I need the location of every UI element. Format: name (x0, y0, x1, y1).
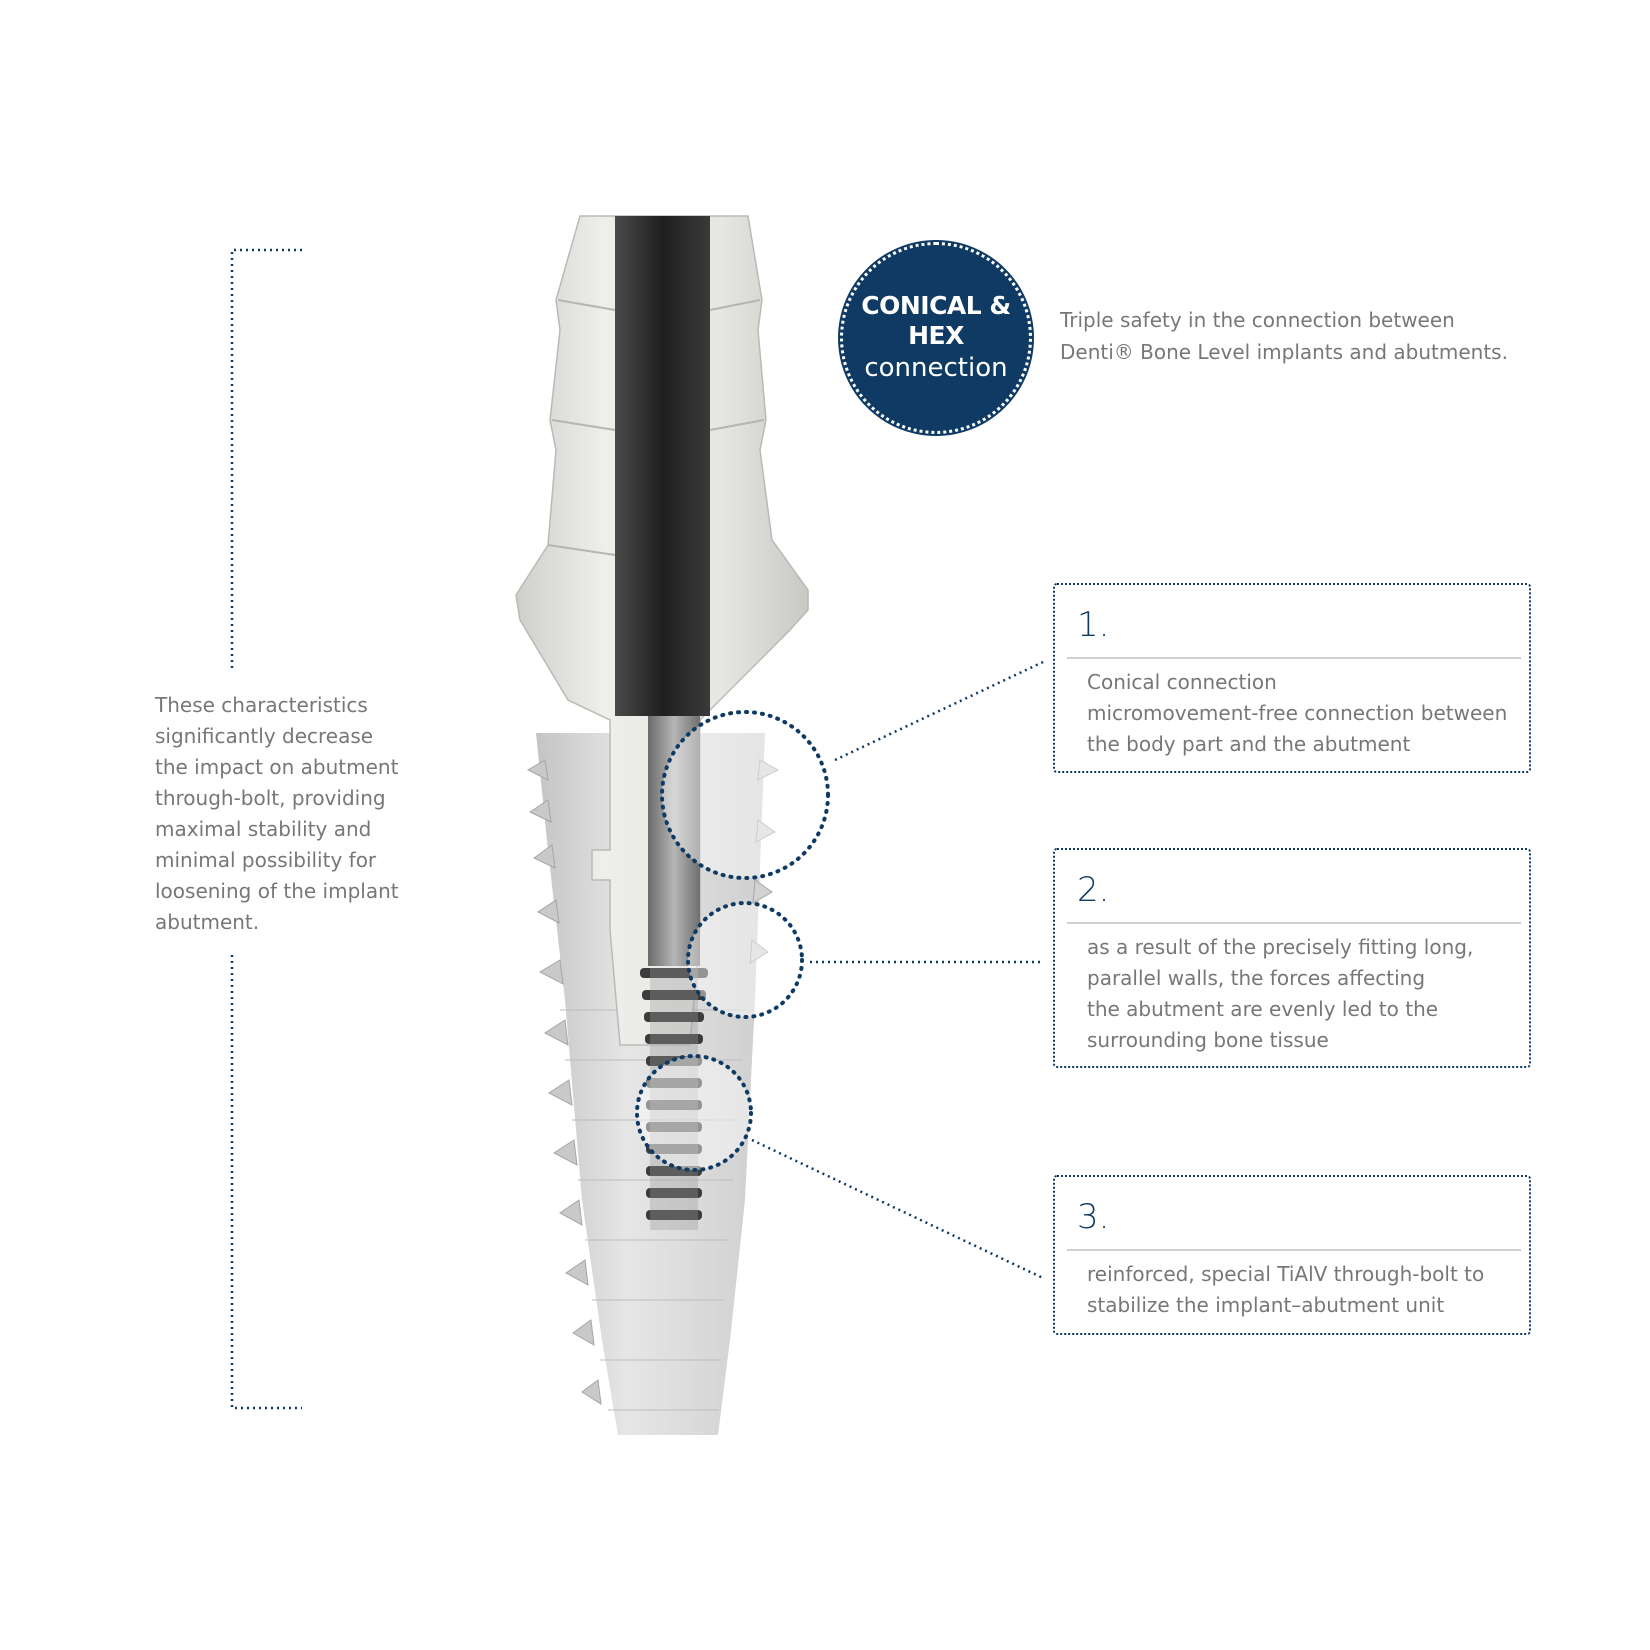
callout-body (1055, 1251, 1529, 1335)
magnifier-circle-3 (637, 1056, 751, 1170)
callout-line: the abutment are evenly led to the (1087, 997, 1439, 1021)
callout-line: parallel walls, the forces affecting (1087, 966, 1426, 990)
callout-card-1 (1053, 583, 1531, 773)
callout-body (1055, 659, 1529, 774)
callout-line: micromovement-free connection between (1087, 701, 1508, 725)
characteristics-line: loosening of the implant (155, 879, 399, 903)
characteristics-line: through-bolt, providing (155, 786, 386, 810)
callout-line: reinforced, special TiAlV through-bolt to (1087, 1262, 1485, 1286)
characteristics-line: These characteristics (155, 693, 368, 717)
characteristics-line: minimal possibility for (155, 848, 377, 872)
leader-line-1 (835, 662, 1043, 760)
badge-title: CONICAL & HEX (861, 291, 1011, 350)
callout-line: the body part and the abutment (1087, 732, 1411, 756)
callout-card-2 (1053, 848, 1531, 1068)
callout-line: Conical connection (1087, 670, 1277, 694)
intro-line: Denti® Bone Level implants and abutments. (1060, 340, 1508, 364)
callout-line: stabilize the implant–abutment unit (1087, 1293, 1445, 1317)
characteristics-line: abutment. (155, 910, 260, 934)
connection-badge (840, 242, 1032, 434)
characteristics-text (155, 690, 425, 938)
leader-line-3 (752, 1140, 1043, 1278)
characteristics-line: significantly decrease (155, 724, 374, 748)
callout-number: 1. (1077, 605, 1110, 645)
intro-text (1060, 304, 1580, 368)
callout-number: 3. (1077, 1197, 1110, 1237)
callout-line: surrounding bone tissue (1087, 1028, 1329, 1052)
screw-channel (615, 216, 710, 716)
characteristics-line: the impact on abutment (155, 755, 399, 779)
callout-number: 2. (1077, 870, 1110, 910)
callout-body (1055, 924, 1529, 1070)
magnifier-circle-2 (688, 903, 802, 1017)
callout-line: as a result of the precisely fitting long, (1087, 935, 1474, 959)
badge-subtitle: connection (864, 353, 1008, 383)
intro-line: Triple safety in the connection between (1060, 308, 1455, 332)
magnifier-circle-1 (662, 712, 828, 878)
characteristics-line: maximal stability and (155, 817, 372, 841)
callout-card-3 (1053, 1175, 1531, 1335)
